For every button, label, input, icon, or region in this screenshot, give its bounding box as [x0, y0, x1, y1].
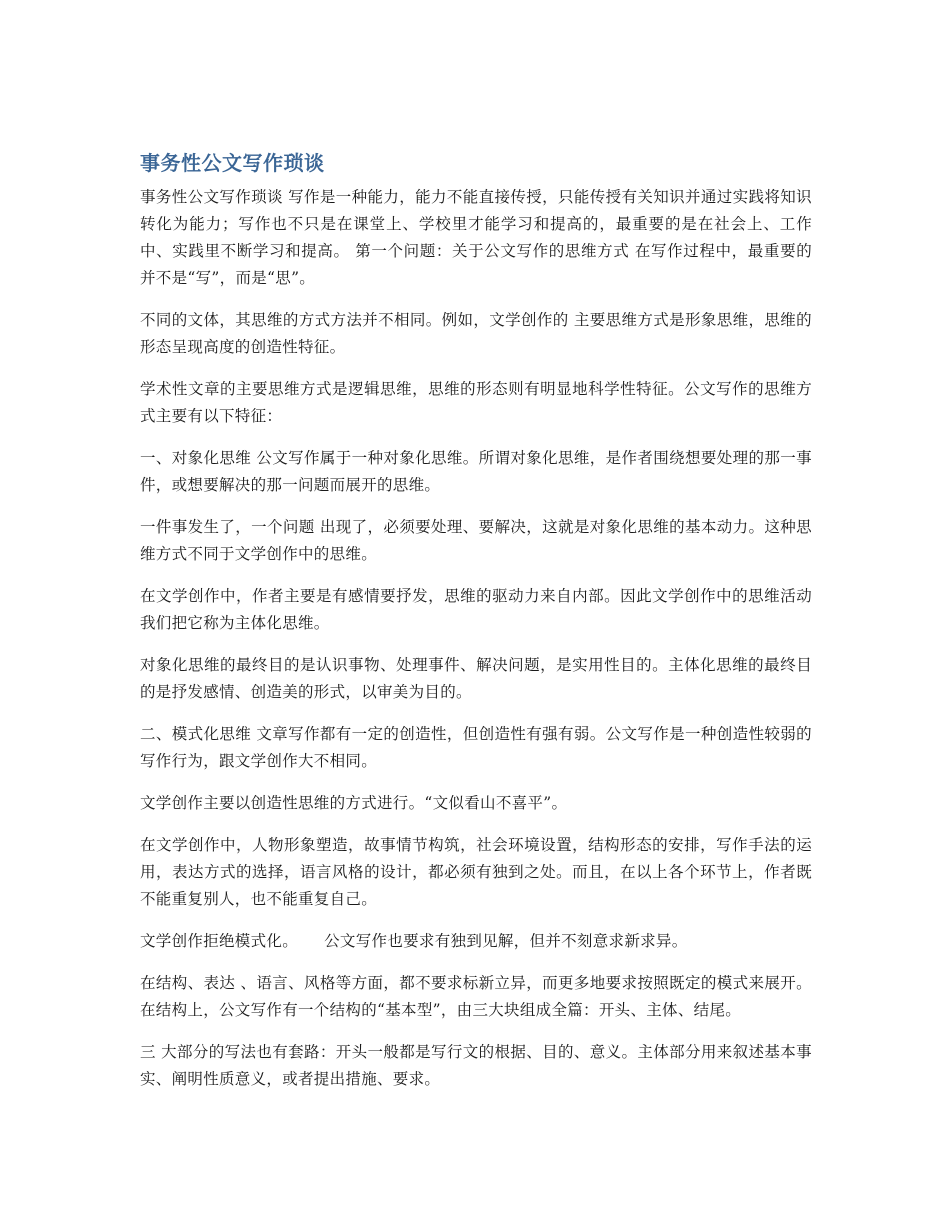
paragraph-11: 文学创作拒绝模式化。 公文写作也要求有独到见解，但并不刻意求新求异。	[140, 932, 688, 950]
paragraph-2: 不同的文体，其思维的方式方法并不相同。例如，文学创作的 主要思维方式是形象思维，思维的形态呈现高度的创造性特征。	[140, 311, 812, 356]
paragraph-3: 学术性文章的主要思维方式是逻辑思维，思维的形态则有明显地科学性特征。公文写作的思维方式主要有以下特征：	[140, 380, 812, 425]
paragraph-8: 二、模式化思维 文章写作都有一定的创造性，但创造性有强有弱。公文写作是一种创造性较弱的写作行为，跟文学创作大不相同。	[140, 725, 812, 770]
paragraph-13: 三 大部分的写法也有套路：开头一般都是写行文的根据、目的、意义。主体部分用来叙述基本事实、阐明性质意义，或者提出措施、要求。	[140, 1043, 812, 1088]
paragraph-9: 文学创作主要以创造性思维的方式进行。“文似看山不喜平”。	[140, 794, 568, 812]
paragraph-10: 在文学创作中，人物形象塑造，故事情节构筑，社会环境设置，结构形态的安排，写作手法的运用，表达方式的选择，语言风格的设计，都必须有独到之处。而且，在以上各个环节上，作者既不能重复别人，也不能重复自己。	[140, 836, 812, 908]
paragraph-1: 事务性公文写作琐谈 写作是一种能力，能力不能直接传授，只能传授有关知识并通过实践将知识转化为能力；写作也不只是在课堂上、学校里才能学习和提高的，最重要的是在社会上、工作中、实践里不断学习和提高。 第一个问题：关于公文写作的思维方式 在写作过程中，最重要的 并不是“写”，而是“思”。	[140, 188, 812, 287]
paragraph-4: 一、对象化思维 公文写作属于一种对象化思维。所谓对象化思维，是作者围绕想要处理的那一事件，或想要解决的那一问题而展开的思维。	[140, 449, 812, 494]
paragraph-12: 在结构、表达 、语言、风格等方面，都不要求标新立异，而更多地要求按照既定的模式来展开。 在结构上，公文写作有一个结构的“基本型”，由三大块组成全篇：开头、主体、结尾。	[140, 974, 839, 1019]
document-title: 事务性公文写作琐谈	[140, 151, 325, 175]
document-page	[140, 148, 839, 1108]
paragraph-6: 在文学创作中，作者主要是有感情要抒发，思维的驱动力来自内部。因此文学创作中的思维活动我们把它称为主体化思维。	[140, 587, 812, 632]
paragraph-5: 一件事发生了，一个问题 出现了，必须要处理、要解决，这就是对象化思维的基本动力。这种思维方式不同于文学创作中的思维。	[140, 518, 812, 563]
paragraph-7: 对象化思维的最终目的是认识事物、处理事件、解决问题，是实用性目的。主体化思维的最终目的是抒发感情、创造美的形式，以审美为目的。	[140, 656, 812, 701]
